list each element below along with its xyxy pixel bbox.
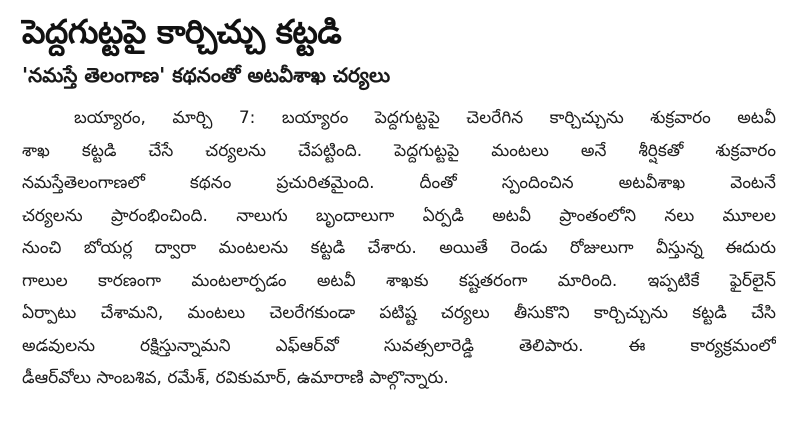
article-line: బయ్యారం, మార్చి 7: బయ్యారం పెద్దగుట్టపై చెలరేగిన కార్చిచ్చును శుక్రవారం అటవీ xyxy=(74,108,776,128)
article-body xyxy=(22,102,776,395)
article-line: చర్యలను ప్రారంభించింది. నాలుగు బృందాలుగా ఏర్పడి అటవీ ప్రాంతంలోని నలు మూలల xyxy=(22,205,776,226)
article-line: అడవులను రక్షిస్తున్నామని ఎఫ్‌ఆర్‌వో సువత్సలారెడ్డి తెలిపారు. ఈ కార్యక్రమంలో xyxy=(22,335,776,356)
subheadline: 'నమస్తే తెలంగాణ' కథనంతో అటవీశాఖ చర్యలు xyxy=(22,63,391,87)
article-line: శాఖ కట్టడి చేసే చర్యలను చేపట్టింది. పెద్దగుట్టపై మంటలు అనే శీర్షికతో శుక్రవారం xyxy=(22,140,776,161)
headline: పెద్దగుట్టపై కార్చిచ్చు కట్టడి xyxy=(22,12,342,51)
article-line: డీఆర్‌వోలు సాంబశివ, రమేశ్, రవికుమార్, ఉమారాణి పాల్గొన్నారు. xyxy=(22,368,449,388)
article-line: నమస్తేతెలంగాణలో కథనం ప్రచురితమైంది. దీంతో స్పందించిన అటవీశాఖ వెంటనే xyxy=(22,173,776,193)
article-line: గాలుల కారణంగా మంటలార్పడం అటవీ శాఖకు కష్టతరంగా మారింది. ఇప్పటికే ఫైర్‌లైన్ xyxy=(22,270,776,291)
article-line: నుంచి బోయర్ల ద్వారా మంటలను కట్టడి చేశారు. అయితే రెండు రోజులుగా వీస్తున్న ఈదురు xyxy=(22,238,776,258)
article-line: ఏర్పాటు చేశామని, మంటలు చెలరేగకుండా పటిష్ట చర్యలు తీసుకొని కార్చిచ్చును కట్టడి చేసి xyxy=(22,303,776,323)
